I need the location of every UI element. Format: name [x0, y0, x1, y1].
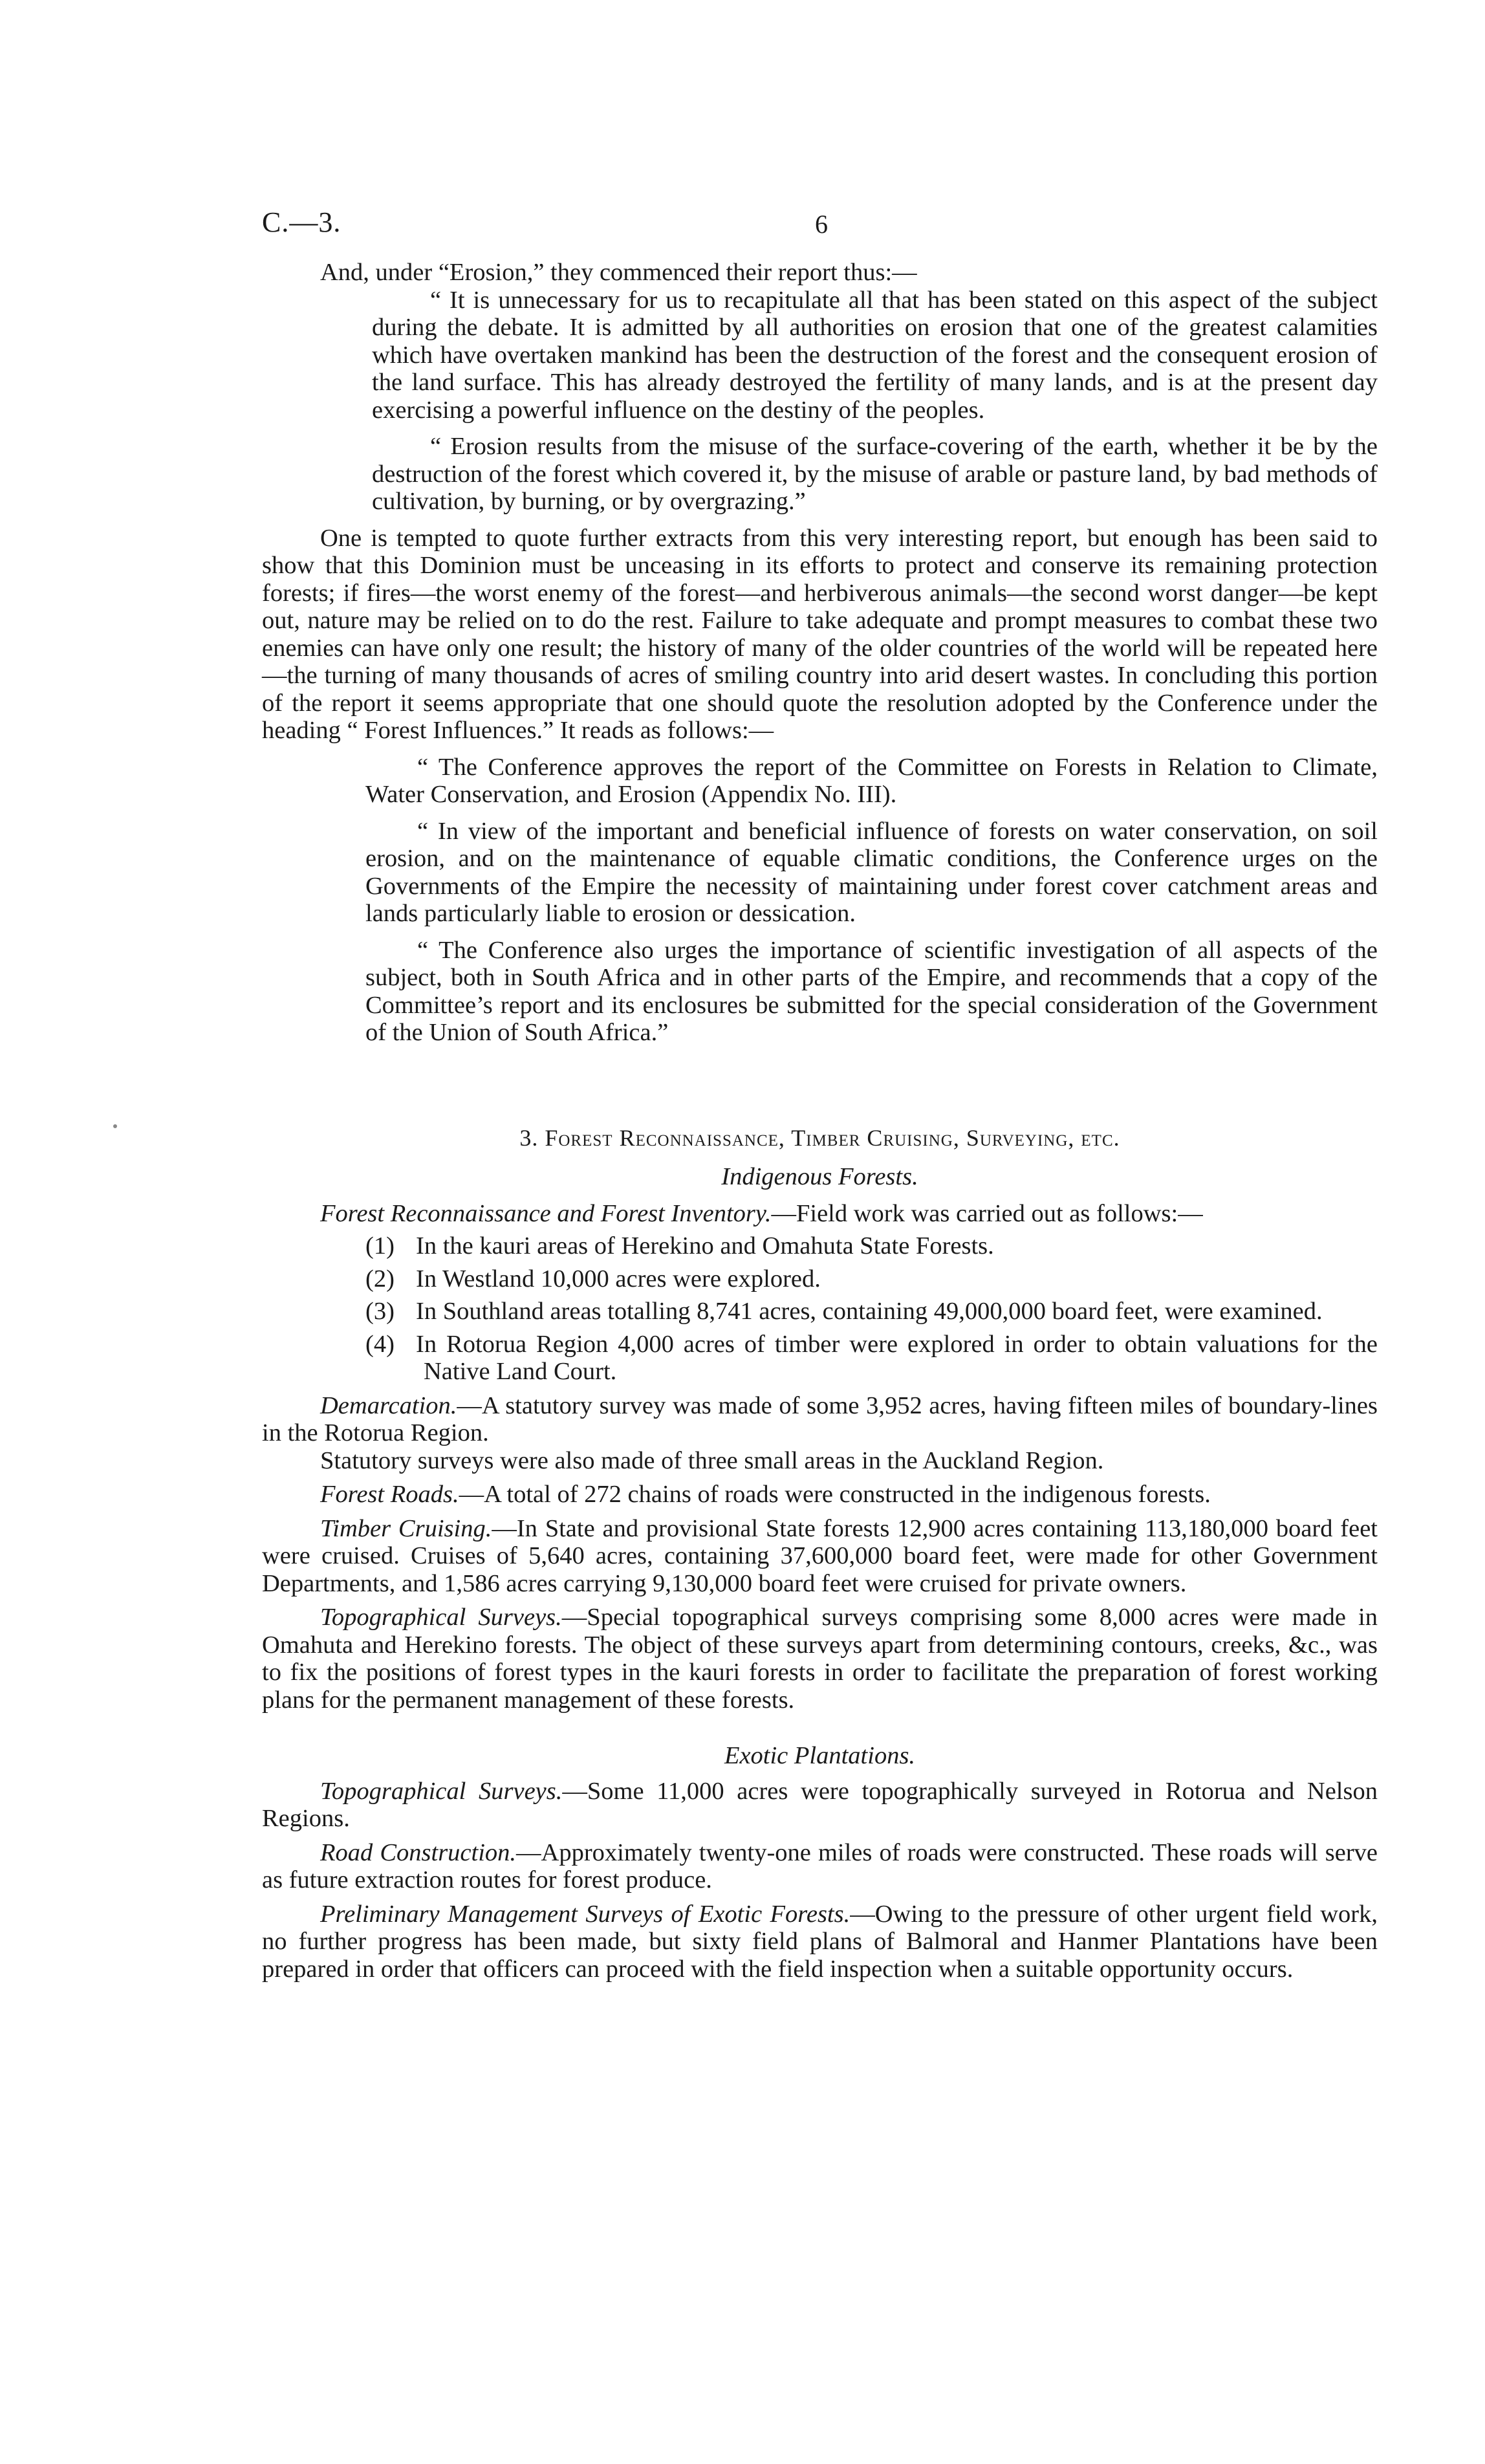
exotic-heading: Exotic Plantations.	[724, 1742, 916, 1769]
indigenous-heading: Indigenous Forests.	[721, 1163, 918, 1190]
exotic-topographical-label: Topographical Surveys.	[320, 1777, 563, 1805]
document-reference: C.—3.	[262, 206, 341, 238]
resolution-quote: “ The Conference also urges the importance of scientific investigation of all aspects of the subject, both in South Africa and in other parts of the Empire, and recommends that a copy of the Committee’s report and its enclosures be submitted for the special consideration of the Government of the Union of South Africa.”	[365, 936, 1378, 1046]
resolution-quote: “ In view of the important and beneficial influence of forests on water conservation, on soil erosion, and on the maintenance of equable climatic conditions, the Conference urges on the Governments of the Empire the necessity of maintaining under forest cover catchment areas and lands particularly liable to erosion or dessication.	[365, 817, 1378, 927]
tempted-paragraph: One is tempted to quote further extracts from this very interesting report, but enough has been said to show that this Dominion must be unceasing in its efforts to protect and conserve its remaining protection forests; if fires—the worst enemy of the forest—and herbiverous animals—the second worst danger—be kept out, nature may be relied on to do the rest. Failure to take adequate and prompt measures to combat these two enemies can have only one result; the history of many of the older countries of the world will be repeated here—the turning of many thousands of acres of smiling country into arid desert wastes. In concluding this portion of the report it seems appropriate that one should quote the resolution adopted by the Conference under the heading “ Forest Influences.” It reads as follows:—	[262, 524, 1378, 744]
list-item-number: (4)	[365, 1330, 395, 1358]
erosion-intro: And, under “Erosion,” they commenced their report thus:—	[320, 259, 917, 286]
list-item-text: In Westland 10,000 acres were explored.	[416, 1265, 821, 1292]
page-header	[262, 206, 1382, 245]
list-item-number: (2)	[365, 1265, 395, 1292]
resolution-quote: “ The Conference approves the report of the Committee on Forests in Relation to Climate, Water Conservation, and Erosion (Appendix No. III).	[365, 753, 1378, 808]
page-number: 6	[815, 210, 828, 239]
road-construction-label: Road Construction.	[320, 1838, 517, 1866]
exotic-topographical-paragraph	[262, 1778, 1378, 1833]
preliminary-surveys-label: Preliminary Management Surveys of Exotic Forests.	[320, 1900, 851, 1928]
forest-roads-paragraph	[262, 1481, 1378, 1509]
list-item	[262, 1232, 1378, 1260]
road-construction-paragraph	[262, 1839, 1378, 1894]
demarcation-text: —A statutory survey was made of some 3,952 acres, having fifteen miles of boundary-lines in the Rotorua Region.	[262, 1391, 1378, 1446]
demarcation-label: Demarcation.	[320, 1391, 457, 1419]
margin-dot	[113, 1124, 117, 1128]
statutory-paragraph: Statutory surveys were also made of three small areas in the Auckland Region.	[320, 1446, 1104, 1474]
forest-roads-label: Forest Roads.	[320, 1481, 459, 1508]
resolution-quotes	[262, 754, 1378, 1047]
timber-cruising-text: —In State and provisional State forests 12,900 acres containing 113,180,000 board feet were cruised. Cruises of 5,640 acres, containing 37,600,000 board feet, were made for other Government Departments, and 1,586 acres carrying 9,130,000 board feet were cruised for private owners.	[262, 1514, 1378, 1597]
preliminary-surveys-text: —Owing to the pressure of other urgent field work, no further progress has been made, but sixty field plans of Balmoral and Hanmer Plantations have been prepared in order that officers can proceed with the field inspection when a suitable opportunity occurs.	[262, 1900, 1378, 1983]
list-item	[262, 1331, 1378, 1386]
preliminary-surveys-paragraph	[262, 1901, 1378, 1983]
reconnaissance-text: —Field work was carried out as follows:—	[771, 1199, 1203, 1227]
list-item	[262, 1265, 1378, 1293]
erosion-quote-2: “ Erosion results from the misuse of the surface-covering of the earth, whether it be by the destruction of the forest which covered it, by the misuse of arable or pasture land, by bad methods of cultivation, by burning, or by overgrazing.”	[372, 433, 1378, 515]
list-item	[262, 1298, 1378, 1325]
exotic-topographical-text: —Some 11,000 acres were topographically surveyed in Rotorua and Nelson Regions.	[262, 1777, 1378, 1832]
timber-cruising-paragraph	[262, 1515, 1378, 1598]
topographical-label: Topographical Surveys.	[320, 1604, 562, 1631]
list-item-number: (1)	[365, 1232, 395, 1259]
list-item-text: In the kauri areas of Herekino and Omahuta State Forests.	[416, 1232, 994, 1259]
demarcation-paragraph	[262, 1392, 1378, 1447]
reconnaissance-list	[262, 1232, 1378, 1386]
section-title: 3. Forest Reconnaissance, Timber Cruising, Surveying, etc.	[519, 1124, 1120, 1151]
reconnaissance-paragraph	[262, 1200, 1378, 1228]
topographical-paragraph	[262, 1604, 1378, 1714]
page-body	[262, 259, 1378, 1983]
erosion-quote-1: “ It is unnecessary for us to recapitulate all that has been stated on this aspect of the subject during the debate. It is admitted by all authorities on erosion that one of the greatest calamities which have overtaken mankind has been the destruction of the forest and the consequent erosion of the land surface. This has already destroyed the fertility of many lands, and is at the present day exercising a powerful influence on the destiny of the peoples.	[372, 286, 1378, 424]
forest-roads-text: —A total of 272 chains of roads were constructed in the indigenous forests.	[459, 1481, 1211, 1508]
road-construction-text: —Approximately twenty-one miles of roads were constructed. These roads will serve as future extraction routes for forest produce.	[262, 1838, 1378, 1893]
reconnaissance-label: Forest Reconnaissance and Forest Inventory.	[320, 1199, 772, 1227]
list-item-text: In Rotorua Region 4,000 acres of timber were explored in order to obtain valuations for the Native Land Court.	[416, 1330, 1378, 1385]
topographical-text: —Special topographical surveys comprising some 8,000 acres were made in Omahuta and Herekino forests. The object of these surveys apart from determining contours, creeks, &c., was to fix the positions of forest types in the kauri forests in order to facilitate the preparation of forest working plans for the permanent management of these forests.	[262, 1604, 1378, 1714]
timber-cruising-label: Timber Cruising.	[320, 1514, 492, 1542]
list-item-text: In Southland areas totalling 8,741 acres, containing 49,000,000 board feet, were examined.	[416, 1298, 1323, 1325]
list-item-number: (3)	[365, 1298, 395, 1325]
